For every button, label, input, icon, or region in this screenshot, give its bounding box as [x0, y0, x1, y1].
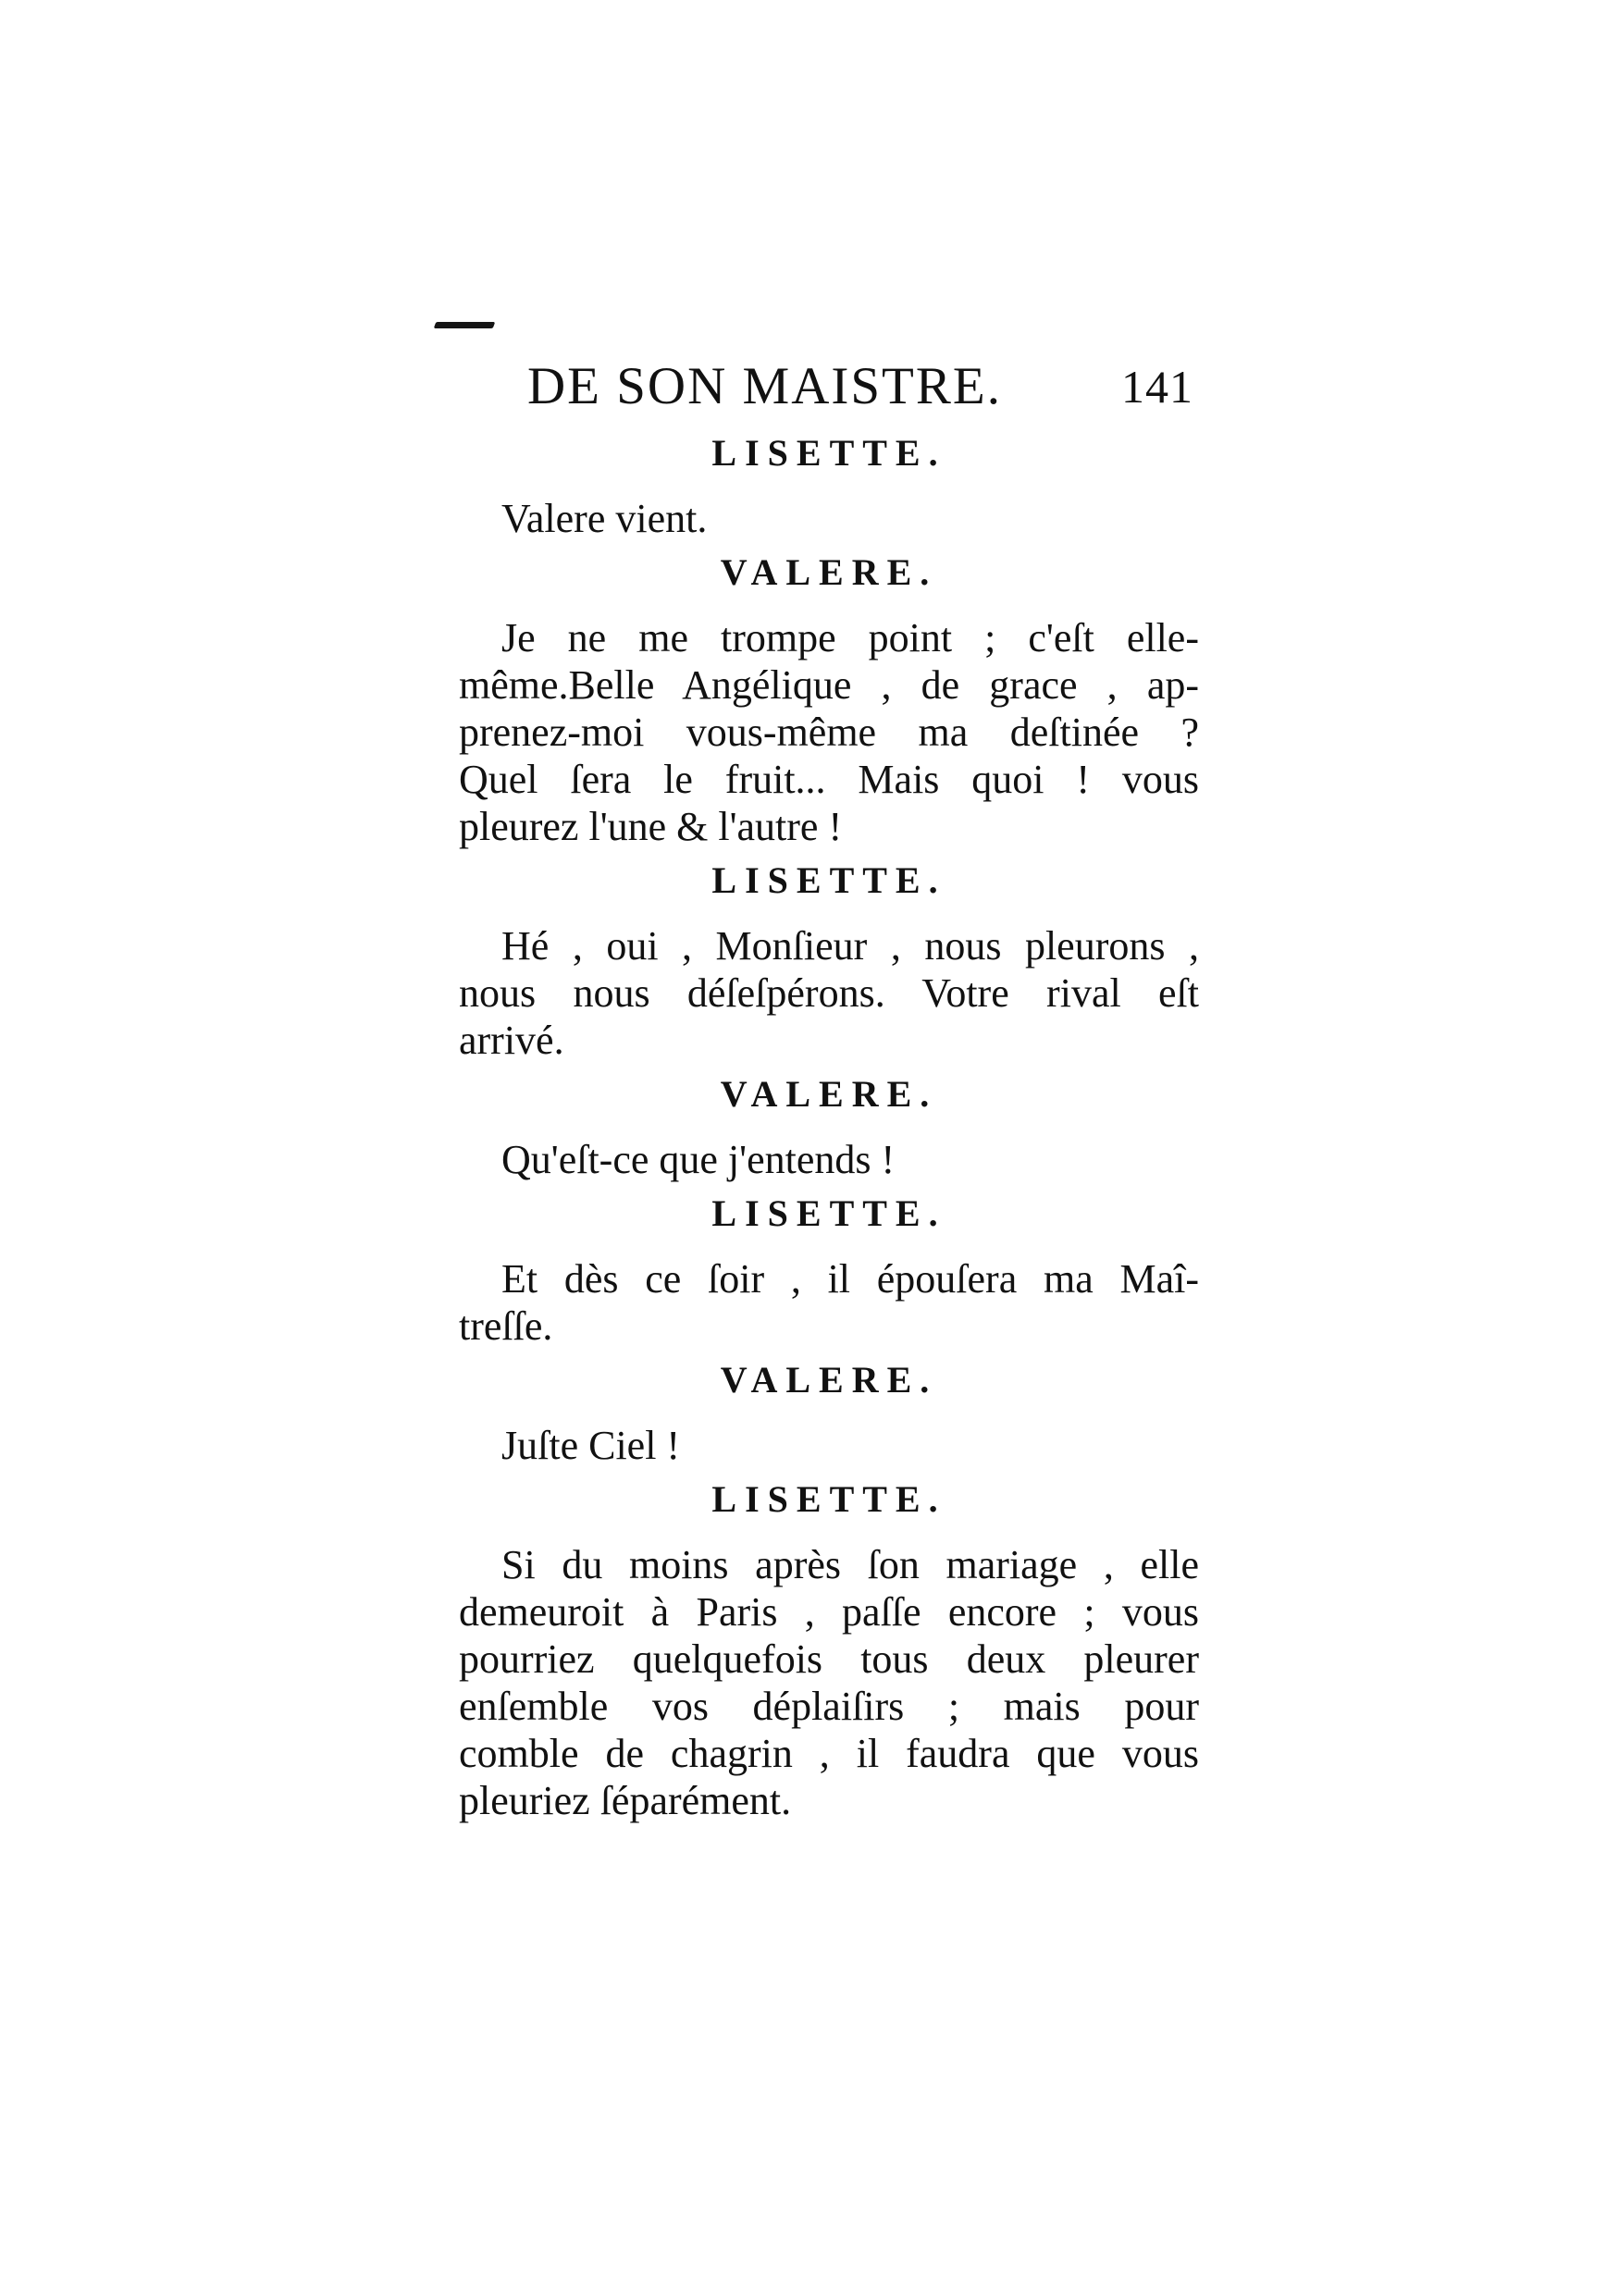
- speaker-name: VALERE.: [720, 1359, 938, 1401]
- page-number: 141: [1121, 361, 1193, 413]
- dialogue-line: pleurez l'une & l'autre !: [459, 804, 843, 849]
- running-head: [527, 356, 1193, 421]
- dialogue-line: pleuriez ſéparément.: [459, 1778, 792, 1823]
- speaker-name: LISETTE.: [711, 432, 946, 474]
- dialogue-line: pourriez quelquefois tous deux pleurer: [459, 1636, 1199, 1682]
- speaker-name: LISETTE.: [711, 1478, 946, 1520]
- dialogue-line: treſſe.: [459, 1303, 553, 1349]
- dialogue-line: Juſte Ciel !: [501, 1423, 681, 1468]
- running-title: DE SON MAISTRE.: [527, 357, 1002, 415]
- dialogue-line: Et dès ce ſoir , il épouſera ma Maî-: [501, 1256, 1199, 1302]
- dialogue-line: enſemble vos déplaiſirs ; mais pour: [459, 1684, 1199, 1729]
- dialogue-line: demeuroit à Paris , paſſe encore ; vous: [459, 1589, 1199, 1635]
- dialogue-line: Quel ſera le fruit... Mais quoi ! vous: [459, 757, 1199, 802]
- dialogue-line: Je ne me trompe point ; c'eſt elle-: [501, 615, 1199, 660]
- dialogue-line: nous nous déſeſpérons. Votre rival eſt: [459, 970, 1199, 1016]
- dialogue-line: Qu'eſt-ce que j'entends !: [501, 1137, 896, 1182]
- dialogue-line: Valere vient.: [501, 496, 708, 541]
- dialogue-line: même.Belle Angélique , de grace , ap-: [459, 662, 1199, 708]
- dialogue-line: Si du moins après ſon mariage , elle: [501, 1542, 1199, 1587]
- dialogue-text: [459, 430, 1199, 1824]
- speaker-name: LISETTE.: [711, 859, 946, 901]
- dialogue-line: prenez-moi vous-même ma deſtinée ?: [459, 710, 1199, 755]
- dialogue-line: comble de chagrin , il faudra que vous: [459, 1731, 1199, 1776]
- speaker-name: LISETTE.: [711, 1192, 946, 1234]
- dialogue-line: Hé , oui , Monſieur , nous pleurons ,: [501, 923, 1199, 969]
- speaker-name: VALERE.: [720, 1073, 938, 1115]
- dialogue-line: arrivé.: [459, 1018, 564, 1063]
- printer-ornament: [434, 322, 496, 328]
- speaker-name: VALERE.: [720, 551, 938, 593]
